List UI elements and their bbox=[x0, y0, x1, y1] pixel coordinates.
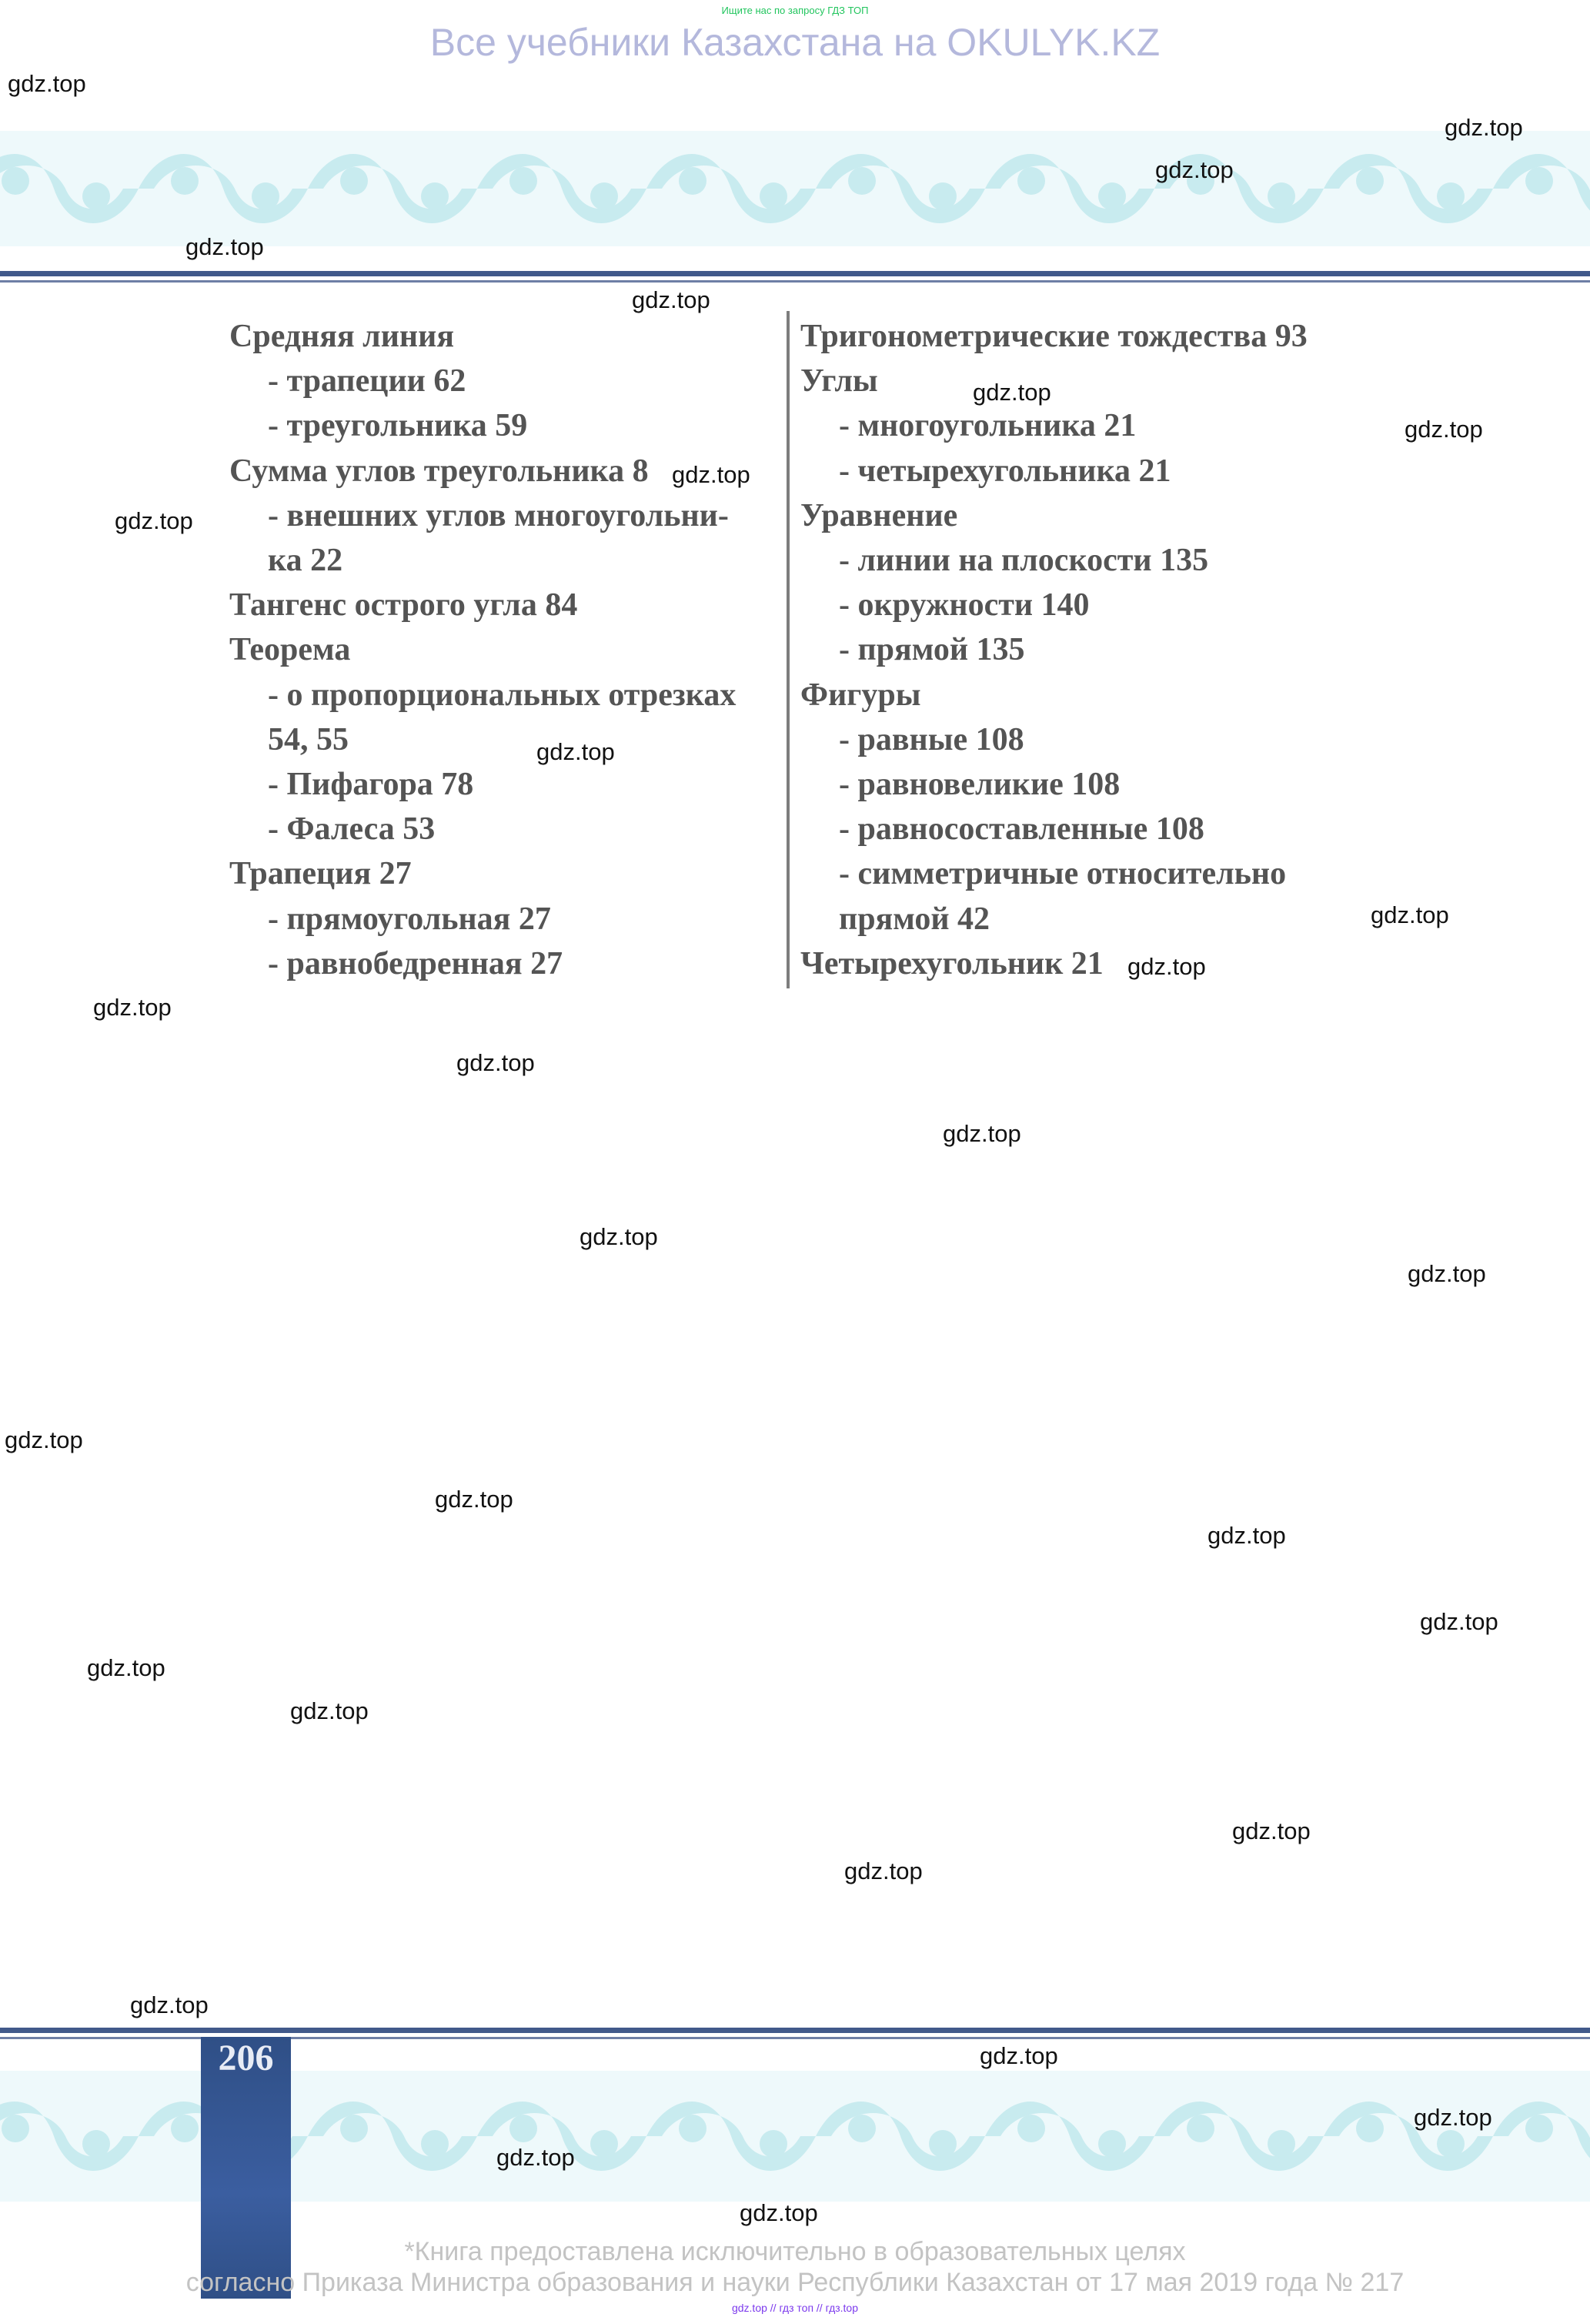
watermark: gdz.top bbox=[1420, 1608, 1498, 1635]
index-entry: Средняя линия bbox=[229, 319, 455, 354]
ornament-curl bbox=[252, 182, 279, 210]
bottom-rule bbox=[0, 2028, 1590, 2033]
top-ornament-band bbox=[0, 131, 1590, 246]
index-entry: Тангенс острого угла 84 bbox=[229, 587, 578, 624]
ornament-curl bbox=[1356, 2115, 1384, 2142]
index-entry: 54, 55 bbox=[268, 721, 349, 757]
index-entry: Уравнение bbox=[800, 497, 958, 533]
ornament-curl bbox=[1268, 182, 1295, 210]
index-entry: - окружности 140 bbox=[839, 587, 1090, 624]
ornament-curl bbox=[509, 167, 537, 195]
watermark: gdz.top bbox=[115, 507, 193, 534]
watermark: gdz.top bbox=[536, 738, 615, 765]
index-entry: - трапеции 62 bbox=[268, 363, 466, 400]
index-entry: - симметричные относительно bbox=[839, 856, 1287, 892]
ornament-curl bbox=[590, 2130, 618, 2158]
ornament-curl bbox=[1098, 2130, 1126, 2158]
index-entry: - прямоугольная 27 bbox=[268, 901, 551, 937]
index-entry: - равные 108 bbox=[839, 721, 1024, 757]
watermark: gdz.top bbox=[1445, 114, 1523, 141]
index-entry: - внешних углов многоугольни- bbox=[268, 497, 729, 533]
index-entry: - равносоставленные 108 bbox=[839, 811, 1204, 848]
ornament-curl bbox=[848, 2115, 876, 2142]
index-entry: Теорема bbox=[229, 632, 351, 668]
watermark: gdz.top bbox=[943, 1120, 1021, 1147]
column-divider bbox=[787, 311, 790, 988]
ornament-curl bbox=[82, 2130, 110, 2158]
watermark: gdz.top bbox=[580, 1223, 658, 1250]
watermark: gdz.top bbox=[8, 70, 86, 97]
watermark: gdz.top bbox=[5, 1426, 83, 1453]
watermark: gdz.top bbox=[87, 1654, 165, 1681]
footer-decree: согласно Приказа Министра образования и науки Республики Казахстан от 17 мая 2019 года № 217 bbox=[185, 2268, 1405, 2297]
index-entry: Фигуры bbox=[800, 677, 921, 713]
ornament-curl bbox=[679, 2115, 706, 2142]
index-entry: прямой 42 bbox=[839, 901, 990, 937]
top-rule-thin bbox=[0, 280, 1590, 283]
ornament-curl bbox=[340, 2115, 368, 2142]
watermark: gdz.top bbox=[435, 1486, 513, 1513]
watermark: gdz.top bbox=[740, 2199, 818, 2226]
index-entry: - треугольника 59 bbox=[268, 408, 528, 444]
watermark: gdz.top bbox=[632, 286, 710, 313]
index-entry: Трапеция 27 bbox=[229, 856, 412, 892]
ornament-curl bbox=[1187, 2115, 1214, 2142]
watermark: gdz.top bbox=[496, 2144, 575, 2171]
index-entry: Сумма углов треугольника 8 bbox=[229, 453, 649, 489]
ornament-curl bbox=[1098, 182, 1126, 210]
ornament-curl bbox=[1525, 2115, 1553, 2142]
ornament-curl bbox=[679, 167, 706, 195]
watermark: gdz.top bbox=[844, 1858, 923, 1884]
index-entry: - линии на плоскости 135 bbox=[839, 543, 1209, 579]
ornament-curl bbox=[1017, 167, 1045, 195]
site-title: Все учебники Казахстана на OKULYK.KZ bbox=[429, 21, 1161, 64]
watermark: gdz.top bbox=[1405, 416, 1483, 443]
watermark: gdz.top bbox=[185, 233, 264, 260]
watermark: gdz.top bbox=[1414, 2104, 1492, 2131]
watermark: gdz.top bbox=[290, 1697, 369, 1724]
watermark: gdz.top bbox=[1155, 156, 1234, 183]
index-entry: ка 22 bbox=[268, 543, 343, 579]
ornament-curl bbox=[848, 167, 876, 195]
ornament-curl bbox=[929, 2130, 957, 2158]
watermark: gdz.top bbox=[456, 1049, 535, 1076]
top-rule bbox=[0, 271, 1590, 276]
index-entry: - многоугольника 21 bbox=[839, 408, 1137, 444]
index-entry: Тригонометрические тождества 93 bbox=[800, 319, 1308, 354]
ornament-curl bbox=[171, 167, 199, 195]
ornament-curl bbox=[929, 182, 957, 210]
index-entry: - прямой 135 bbox=[839, 632, 1025, 668]
ornament-curl bbox=[760, 182, 787, 210]
ornament-curl bbox=[509, 2115, 537, 2142]
page-number: 206 bbox=[218, 2038, 274, 2078]
ornament-curl bbox=[1525, 167, 1553, 195]
ornament-curl bbox=[1437, 2130, 1465, 2158]
ornament-curl bbox=[2, 2115, 29, 2142]
watermark: gdz.top bbox=[93, 994, 172, 1021]
watermark: gdz.top bbox=[1127, 953, 1206, 980]
search-notice: Ищите нас по запросу ГДЗ ТОП bbox=[721, 5, 869, 16]
watermark: gdz.top bbox=[980, 2042, 1058, 2069]
index-entry: Четырехугольник 21 bbox=[800, 945, 1104, 981]
ornament-curl bbox=[2, 167, 29, 195]
index-left-column bbox=[229, 314, 776, 986]
footer-disclaimer: *Книга предоставлена исключительно в образовательных целях bbox=[404, 2237, 1186, 2266]
ornament-curl bbox=[421, 2130, 449, 2158]
ornament-curl bbox=[171, 2115, 199, 2142]
ornament-curl bbox=[340, 167, 368, 195]
ornament-curl bbox=[1268, 2130, 1295, 2158]
index-entry: - о пропорциональных отрезках bbox=[268, 677, 737, 713]
index-entry: - Пифагора 78 bbox=[268, 767, 474, 803]
index-entry: Углы bbox=[800, 363, 878, 400]
index-right-column bbox=[800, 314, 1339, 986]
watermark: gdz.top bbox=[1208, 1522, 1286, 1549]
footer-source: gdz.top // гдз топ // гдз.top bbox=[731, 2302, 859, 2314]
watermark: gdz.top bbox=[1371, 901, 1449, 928]
watermark: gdz.top bbox=[1408, 1260, 1486, 1287]
ornament-curl bbox=[421, 182, 449, 210]
watermark: gdz.top bbox=[672, 461, 750, 488]
ornament-curl bbox=[1356, 167, 1384, 195]
index-entry: - равнобедренная 27 bbox=[268, 945, 563, 981]
ornament-curl bbox=[760, 2130, 787, 2158]
watermark: gdz.top bbox=[1232, 1817, 1311, 1844]
ornament-curl bbox=[82, 182, 110, 210]
ornament-curl bbox=[1437, 182, 1465, 210]
watermark: gdz.top bbox=[973, 379, 1051, 406]
index-entry: - Фалеса 53 bbox=[268, 811, 436, 848]
watermark: gdz.top bbox=[130, 1991, 209, 2018]
index-entry: - четырехугольника 21 bbox=[839, 453, 1171, 489]
index-entry: - равновеликие 108 bbox=[839, 767, 1121, 803]
ornament-curl bbox=[590, 182, 618, 210]
ornament-curl bbox=[1017, 2115, 1045, 2142]
